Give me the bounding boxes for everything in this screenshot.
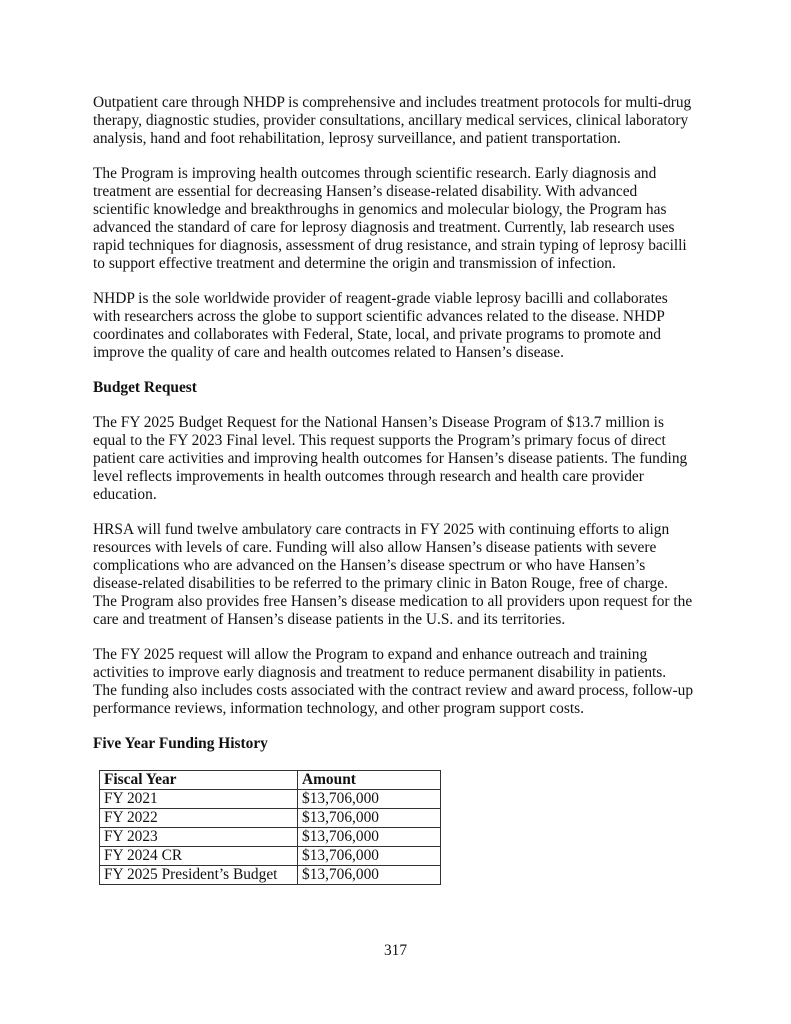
text-line: disease-related disabilities to be referred to the primary clinic in Baton Rouge, free of charge. [93, 575, 668, 592]
section-heading-funding-history: Five Year Funding History [93, 735, 268, 752]
page-number: 317 [383, 942, 408, 959]
table-row [100, 866, 441, 885]
fiscal-year-cell: FY 2021 [100, 790, 298, 809]
text-line: equal to the FY 2023 Final level. This request supports the Program’s primary focus of direct [93, 432, 666, 449]
text-line: HRSA will fund twelve ambulatory care contracts in FY 2025 with continuing efforts to align [93, 521, 670, 538]
column-header-amount: Amount [298, 771, 441, 790]
text-line: improve the quality of care and health outcomes related to Hansen’s disease. [93, 344, 564, 361]
funding-history-table [99, 770, 441, 885]
fiscal-year-cell: FY 2025 President’s Budget [100, 866, 298, 885]
paragraph-hrsa-contracts [93, 521, 713, 629]
fiscal-year-cell: FY 2024 CR [100, 847, 298, 866]
section-heading-budget-request: Budget Request [93, 379, 197, 396]
text-line: The funding also includes costs associated with the contract review and award process, follow-up [93, 682, 694, 699]
paragraph-bacilli-provider [93, 290, 713, 362]
text-line: The FY 2025 Budget Request for the National Hansen’s Disease Program of $13.7 million is [93, 414, 664, 431]
amount-cell: $13,706,000 [298, 790, 441, 809]
text-line: analysis, hand and foot rehabilitation, leprosy surveillance, and patient transportation. [93, 130, 621, 147]
text-line: patient care activities and improving health outcomes for Hansen’s disease patients. The funding [93, 450, 688, 467]
text-line: The Program also provides free Hansen’s disease medication to all providers upon request for the [93, 593, 693, 610]
text-line: The Program is improving health outcomes through scientific research. Early diagnosis and [93, 165, 657, 182]
text-line: coordinates and collaborates with Federal, State, local, and private programs to promote and [93, 326, 661, 343]
text-line: treatment are essential for decreasing Hansen’s disease-related disability. With advanced [93, 183, 638, 200]
table-row [100, 809, 441, 828]
column-header-fiscal-year: Fiscal Year [100, 771, 298, 790]
text-line: Outpatient care through NHDP is comprehensive and includes treatment protocols for multi-drug [93, 94, 692, 111]
paragraph-budget-request [93, 414, 713, 504]
fiscal-year-cell: FY 2022 [100, 809, 298, 828]
paragraph-outreach-training [93, 646, 713, 718]
fiscal-year-cell: FY 2023 [100, 828, 298, 847]
text-line: NHDP is the sole worldwide provider of reagent-grade viable leprosy bacilli and collaborates [93, 290, 668, 307]
paragraph-scientific-research [93, 165, 713, 273]
text-line: therapy, diagnostic studies, provider consultations, ancillary medical services, clinical laboratory [93, 112, 689, 129]
table-row [100, 828, 441, 847]
text-line: advanced the standard of care for leprosy diagnosis and treatment. Currently, lab research uses [93, 219, 675, 236]
text-line: level reflects improvements in health outcomes through research and health care provider [93, 468, 644, 485]
text-line: rapid techniques for diagnosis, assessment of drug resistance, and strain typing of leprosy bacilli [93, 237, 687, 254]
paragraph-outpatient-care [93, 94, 713, 148]
text-line: education. [93, 486, 157, 503]
amount-cell: $13,706,000 [298, 809, 441, 828]
table-row [100, 847, 441, 866]
text-line: resources with levels of care. Funding will also allow Hansen’s disease patients with severe [93, 539, 657, 556]
text-line: scientific knowledge and breakthroughs in genomics and molecular biology, the Program has [93, 201, 667, 218]
table-header-row [100, 771, 441, 790]
document-page [93, 94, 713, 885]
amount-cell: $13,706,000 [298, 866, 441, 885]
table-row [100, 790, 441, 809]
text-line: The FY 2025 request will allow the Program to expand and enhance outreach and training [93, 646, 648, 663]
amount-cell: $13,706,000 [298, 847, 441, 866]
text-line: care and treatment of Hansen’s disease patients in the U.S. and its territories. [93, 611, 566, 628]
text-line: to support effective treatment and determine the origin and transmission of infection. [93, 255, 616, 272]
text-line: complications who are advanced on the Hansen’s disease spectrum or who have Hansen’s [93, 557, 646, 574]
text-line: performance reviews, information technology, and other program support costs. [93, 700, 584, 717]
amount-cell: $13,706,000 [298, 828, 441, 847]
text-line: activities to improve early diagnosis and treatment to reduce permanent disability in patients. [93, 664, 667, 681]
text-line: with researchers across the globe to support scientific advances related to the disease. NHDP [93, 308, 665, 325]
